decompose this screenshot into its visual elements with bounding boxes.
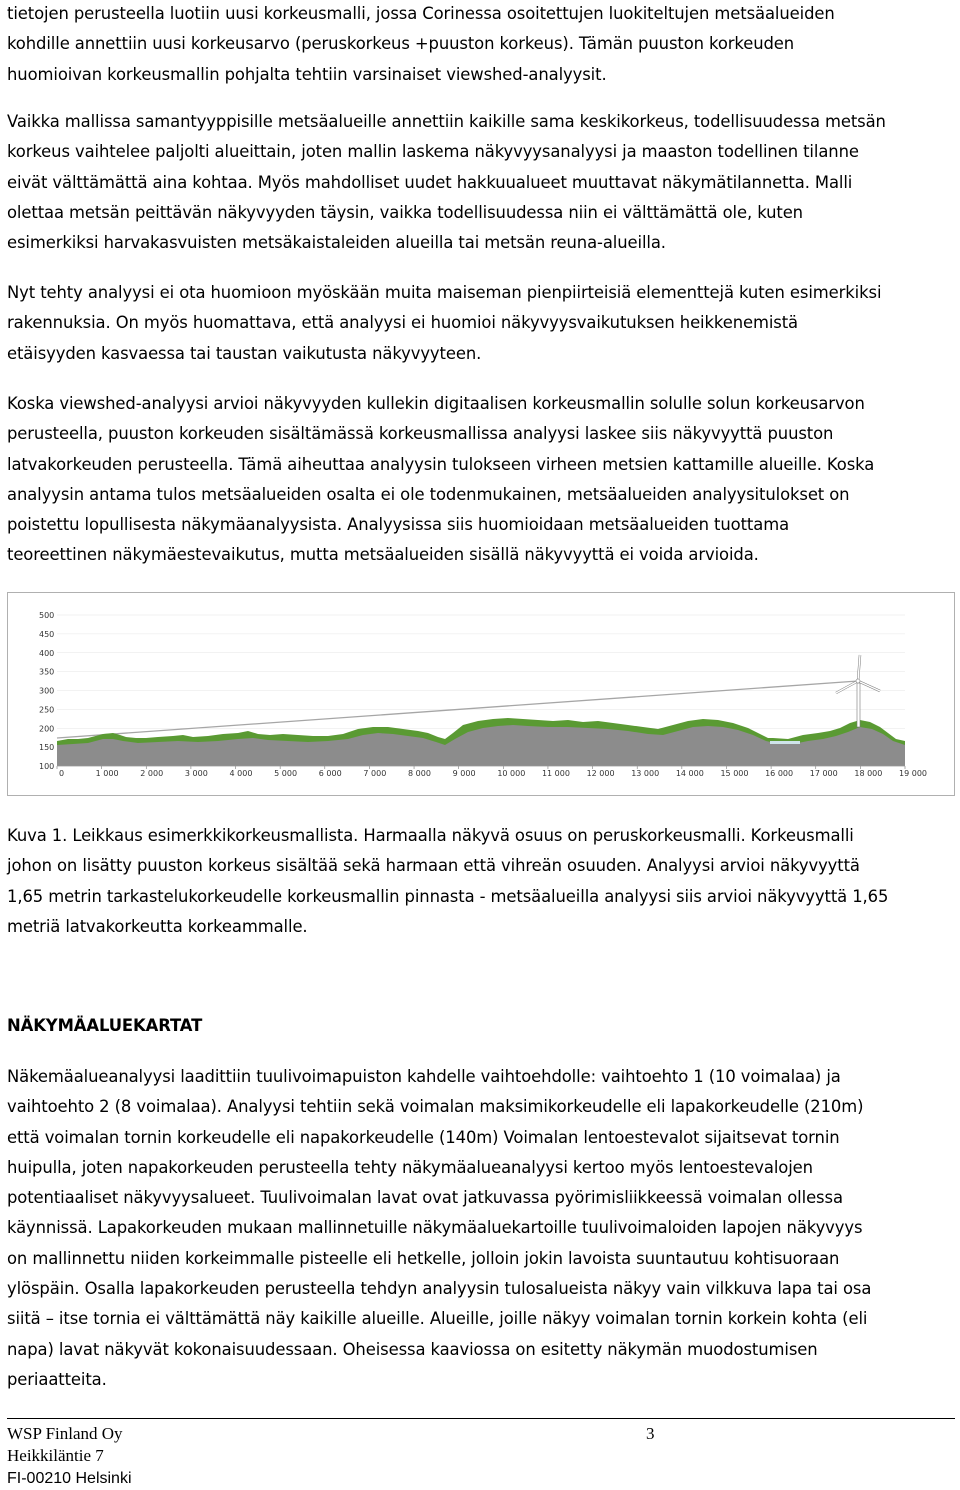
text-line: tietojen perusteella luotiin uusi korkeusmalli, jossa Corinessa osoitettujen luokiteltujen metsäalueiden (7, 4, 835, 23)
y-tick-label: 250 (39, 705, 55, 715)
paragraph-4 (7, 1062, 957, 1395)
x-tick-label: 18 000 (854, 769, 883, 778)
text-line: esimerkiksi harvakasvuisten metsäkaistaleiden alueilla tai metsän reuna-alueilla. (7, 233, 666, 253)
text-line: latvakorkeuden perusteella. Tämä aiheuttaa analyysin tulokseen virheen metsien kattamille alueille. Koska (7, 454, 875, 474)
footer-page-number: 3 (646, 1424, 655, 1443)
footer-city: FI-00210 Helsinki (7, 1470, 132, 1487)
text-line: periaatteita. (7, 1369, 107, 1389)
wind-turbine (836, 655, 880, 727)
x-tick-label: 12 000 (586, 769, 615, 778)
ground-elevation-area (57, 725, 905, 766)
x-tick-label: 1 000 (95, 769, 119, 778)
text-line: kohdille annettiin uusi korkeusarvo (peruskorkeus +puuston korkeus). Tämän puuston korkeuden (7, 34, 795, 54)
text-line: käynnissä. Lapakorkeuden mukaan mallinnetuille näkymäaluekartoille tuulivoimaloiden lapojen näkyvyys (7, 1218, 863, 1238)
x-tick-label: 8 000 (408, 769, 431, 778)
text-line: perusteella, puuston korkeuden sisältämässä korkeusmallissa analyysi laskee siis näkyvyyttä puuston (7, 424, 834, 444)
y-tick-label: 350 (39, 667, 55, 677)
x-tick-label: 10 000 (497, 769, 526, 778)
x-axis (57, 766, 927, 778)
footer-divider (7, 1418, 955, 1419)
text-line: vaihtoehto 2 (8 voimalaa). Analyysi tehtiin sekä voimalan maksimikorkeudelle eli lapakorkeudelle (210m) (7, 1097, 864, 1117)
paragraph-3 (7, 389, 957, 571)
x-tick-label: 14 000 (675, 769, 704, 778)
text-line: Kuva 1. Leikkaus esimerkkikorkeusmallista. Harmaalla näkyvä osuus on peruskorkeusmalli. Korkeusmalli (7, 826, 854, 845)
elevation-profile-figure (7, 592, 955, 796)
x-tick-label: 5 000 (274, 769, 298, 778)
text-line: etäisyyden kasvaessa tai taustan vaikutusta näkyvyyteen. (7, 343, 482, 363)
text-line: eivät välttämättä aina kohtaa. Myös mahdolliset uudet hakkuualueet muuttavat näkymätilannetta. Malli (7, 172, 853, 192)
text-line: poistettu lopullisesta näkymäanalyysista. Analyysissa siis huomioidaan metsäalueiden tuottama (7, 515, 790, 535)
x-tick-label: 16 000 (765, 769, 794, 778)
text-line: johon on lisätty puuston korkeus sisältää sekä harmaan että vihreän osuuden. Analyysi arvioi näkyvyyttä (7, 856, 860, 876)
heading-text: NÄKYMÄALUEKARTAT (7, 1016, 203, 1035)
x-tick-label: 2 000 (140, 769, 164, 778)
figure-caption (7, 821, 957, 942)
text-line: Näkemäalueanalyysi laadittiin tuulivoimapuiston kahdelle vaihtoehdolle: vaihtoehto 1 (10 voimalaa) ja (7, 1067, 841, 1086)
paragraph-intro (7, 0, 957, 90)
text-line: teoreettinen näkymäestevaikutus, mutta metsäalueiden sisällä näkyvyyttä ei voida arvioida. (7, 545, 759, 565)
y-tick-label: 450 (39, 629, 55, 639)
y-tick-label: 150 (39, 743, 55, 753)
section-heading (7, 1011, 957, 1041)
y-tick-label: 200 (39, 724, 55, 734)
x-tick-label: 4 000 (229, 769, 253, 778)
text-line: napa) lavat näkyvät kokonaisuudessaan. Oheisessa kaaviossa on esitetty näkymän muodostumisen (7, 1339, 818, 1359)
x-tick-label: 19 000 (899, 769, 927, 778)
y-tick-label: 100 (39, 762, 55, 771)
text-line: Nyt tehty analyysi ei ota huomioon myöskään muita maiseman pienpiirteisiä elementtejä kuten esimerkiksi (7, 283, 882, 302)
text-line: siitä – itse tornia ei välttämättä näy kaikille alueille. Alueille, joille näkyy voimalan tornin korkein kohta (eli (7, 1309, 868, 1329)
text-line: olettaa metsän peittävän näkyvyyden täysin, vaikka todellisuudessa niin ei välttämättä ole, kuten (7, 202, 803, 222)
text-line: metriä latvakorkeutta korkeammalle. (7, 916, 308, 936)
paragraph-2 (7, 278, 957, 369)
text-line: huipulla, joten napakorkeuden perusteella tehty näkymäalueanalyysi kertoo myös lentoestevalojen (7, 1157, 813, 1177)
x-tick-label: 0 (59, 769, 65, 778)
x-tick-label: 17 000 (809, 769, 838, 778)
elevation-profile-svg (8, 593, 954, 795)
x-tick-label: 3 000 (184, 769, 208, 778)
text-line: Vaikka mallissa samantyyppisille metsäalueille annettiin kaikille sama keskikorkeus, todellisuudessa metsän (7, 112, 886, 131)
text-line: korkeus vaihtelee paljolti alueittain, joten mallin laskema näkyvyysanalyysi ja maaston todellinen tilanne (7, 142, 859, 162)
text-line: Koska viewshed-analyysi arvioi näkyvyyden kullekin digitaalisen korkeusmallin solulle solun korkeusarvon (7, 394, 865, 413)
footer-street: Heikkiläntie 7 (7, 1446, 104, 1465)
text-line: rakennuksia. On myös huomattava, että analyysi ei huomioi näkyvyysvaikutuksen heikkenemistä (7, 313, 798, 333)
text-line: analyysin antama tulos metsäalueiden osalta ei ole todenmukainen, metsäalueiden analyysitulokset on (7, 484, 850, 504)
x-tick-label: 13 000 (631, 769, 660, 778)
paragraph-1 (7, 107, 957, 258)
text-line: ylöspäin. Osalla lapakorkeuden perusteella tehdyn analyysin tulosalueista näkyy vain vilkkuva lapa tai osa (7, 1279, 872, 1299)
water-body (770, 741, 800, 744)
y-tick-label: 400 (39, 648, 55, 658)
footer-company: WSP Finland Oy (7, 1424, 123, 1443)
text-line: potentiaaliset näkyvyysalueet. Tuulivoimalan lavat ovat jatkuvassa pyörimisliikkeessä voimalan ollessa (7, 1188, 843, 1208)
text-line: huomioivan korkeusmallin pohjalta tehtiin varsinaiset viewshed-analyysit. (7, 64, 607, 84)
x-tick-label: 6 000 (318, 769, 342, 778)
text-line: että voimalan tornin korkeudelle eli napakorkeudelle (140m) Voimalan lentoestevalot sijaitsevat tornin (7, 1127, 840, 1147)
x-tick-label: 11 000 (541, 769, 570, 778)
text-line: 1,65 metrin tarkastelukorkeudelle korkeusmallin pinnasta - metsäalueilla analyysi siis arvioi näkyvyyttä 1,65 (7, 886, 889, 906)
x-tick-label: 7 000 (363, 769, 387, 778)
x-tick-label: 9 000 (452, 769, 476, 778)
y-tick-label: 300 (39, 686, 55, 696)
y-tick-label: 500 (39, 611, 55, 620)
text-line: on mallinnettu niiden korkeimmalle pisteelle eli hetkelle, jolloin jokin lavoista suuntautuu kohtisuoraan (7, 1248, 840, 1268)
x-tick-label: 15 000 (720, 769, 749, 778)
